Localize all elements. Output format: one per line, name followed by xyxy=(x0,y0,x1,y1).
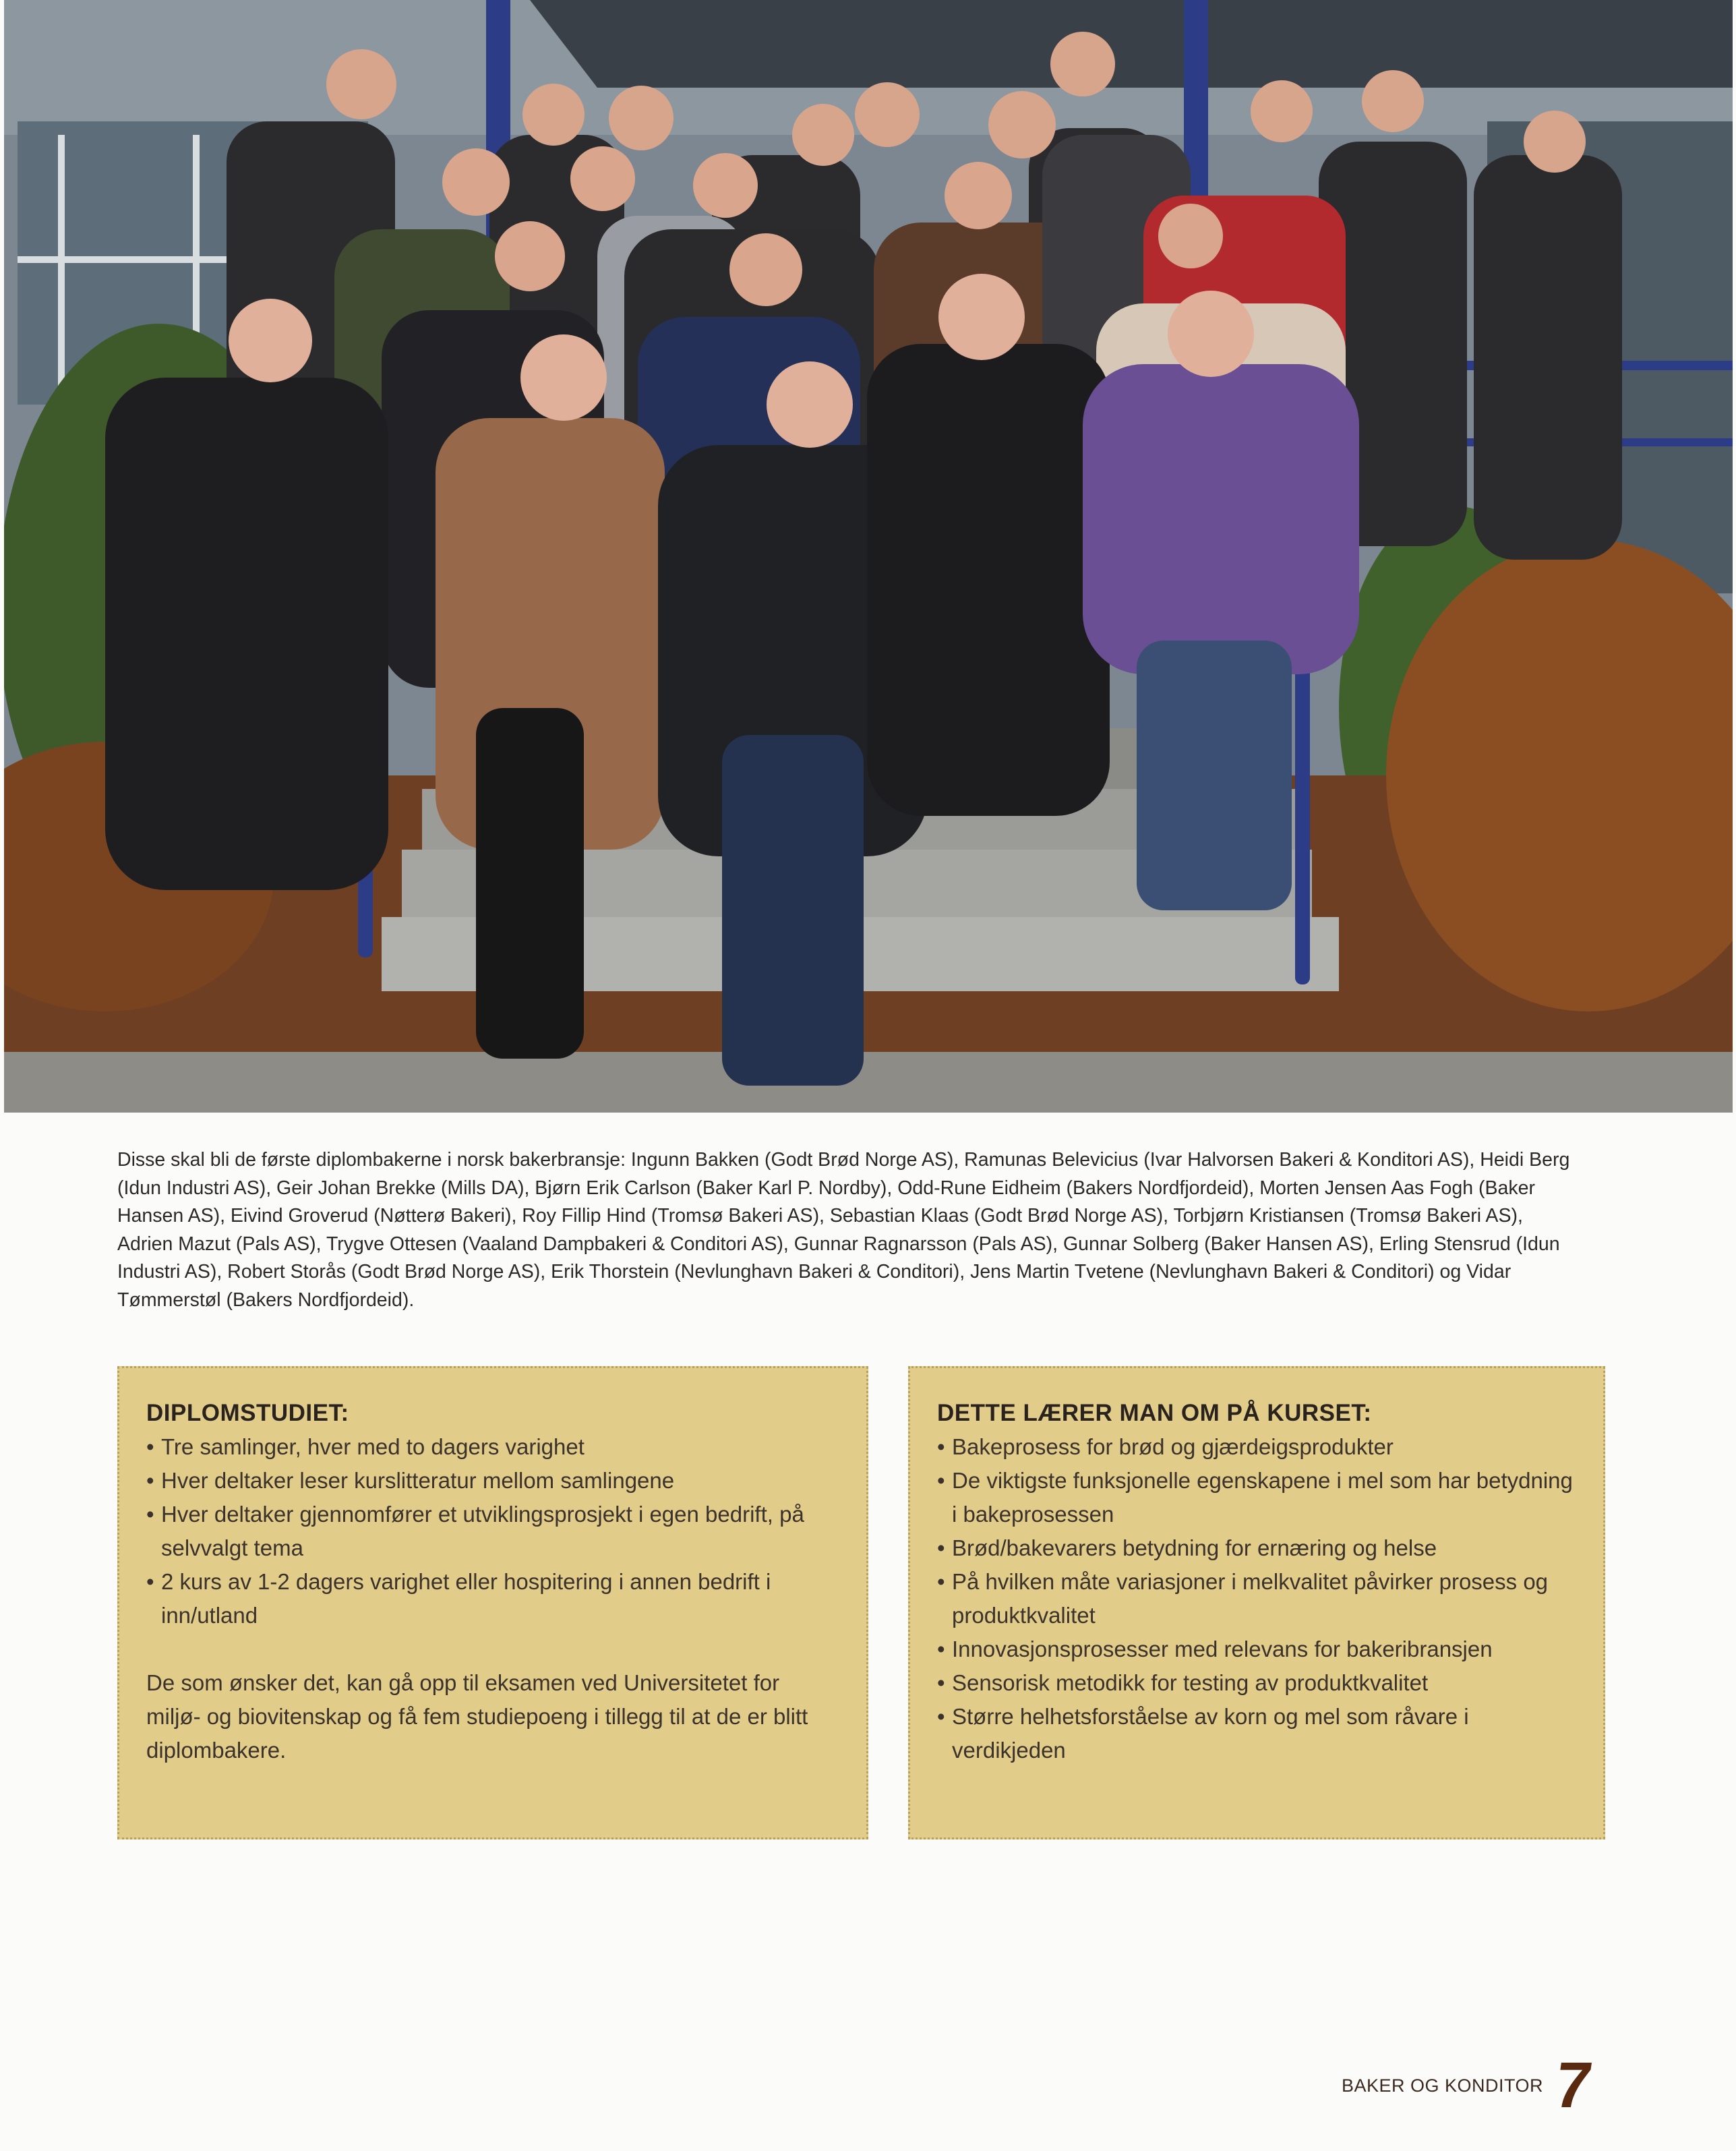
list-item: • På hvilken måte variasjoner i melkvalitet påvirker prosess og produktkvalitet xyxy=(937,1565,1576,1632)
list-item: • De viktigste funksjonelle egenskapene i mel som har betydning i bakeprosessen xyxy=(937,1464,1576,1531)
exam-paragraph: De som ønsker det, kan gå opp til eksamen ved Universitetet for miljø- og biovitenskap og få fem studiepoeng i tillegg til at de er blitt diplombakere. xyxy=(146,1670,808,1763)
course-topics-title: DETTE LÆRER MAN OM PÅ KURSET: xyxy=(937,1400,1372,1426)
list-item: • Bakeprosess for brød og gjærdeigsprodukter xyxy=(937,1430,1576,1464)
list-item: • Brød/bakevarers betydning for ernæring og helse xyxy=(937,1531,1576,1565)
group-photo-illustration xyxy=(4,0,1733,1113)
diplomstudiet-list xyxy=(146,1430,839,1632)
course-topics-box xyxy=(908,1366,1605,1839)
diplomstudiet-title: DIPLOMSTUDIET: xyxy=(146,1400,349,1426)
list-item: • Innovasjonsprosesser med relevans for bakeribransjen xyxy=(937,1632,1576,1666)
list-item: • Hver deltaker gjennomfører et utviklingsprosjekt i egen bedrift, på selvvalgt tema xyxy=(146,1498,839,1565)
list-item: • Tre samlinger, hver med to dagers varighet xyxy=(146,1430,839,1464)
publication-name: BAKER OG KONDITOR xyxy=(1342,2075,1544,2096)
page-footer xyxy=(1342,2049,1597,2121)
group-photo xyxy=(4,0,1733,1113)
list-item: • 2 kurs av 1-2 dagers varighet eller hospitering i annen bedrift i inn/utland xyxy=(146,1565,839,1632)
list-item: • Større helhetsforståelse av korn og mel som råvare i verdikjeden xyxy=(937,1700,1576,1767)
course-topics-list xyxy=(937,1430,1576,1767)
photo-caption: Disse skal bli de første diplombakerne i norsk bakerbransje: Ingunn Bakken (Godt Brød Norge AS), Ramunas Belevicius (Ivar Halvorsen Bakeri & Konditori AS), Heidi Berg (Idun Industri AS), Geir Johan Brekke (Mills DA), Bjørn Erik Carlson (Baker Karl P. Nordby), Odd-Rune Eidheim (Bakers Nordfjordeid), Morten Jensen Aas Fogh (Baker Hansen AS), Eivind Groverud (Nøtterø Bakeri), Roy Fillip Hind (Tromsø Bakeri AS), Sebastian Klaas (Godt Brød Norge AS), Torbjørn Kristiansen (Tromsø Bakeri AS), Adrien Mazut (Pals AS), Trygve Ottesen (Vaaland Dampbakeri & Conditori AS), Gunnar Ragnarsson (Pals AS), Gunnar Solberg (Baker Hansen AS), Erling Stensrud (Idun Industri AS), Robert Storås (Godt Brød Norge AS), Erik Thorstein (Nevlunghavn Bakeri & Conditori), Jens Martin Tvetene (Nevlunghavn Bakeri & Conditori) og Vidar Tømmerstøl (Bakers Nordfjordeid). xyxy=(117,1149,1570,1311)
page-number: 7 xyxy=(1550,2049,1597,2121)
list-item: • Sensorisk metodikk for testing av produktkvalitet xyxy=(937,1666,1576,1700)
list-item: • Hver deltaker leser kurslitteratur mellom samlingene xyxy=(146,1464,839,1498)
diplomstudiet-box xyxy=(117,1366,868,1839)
